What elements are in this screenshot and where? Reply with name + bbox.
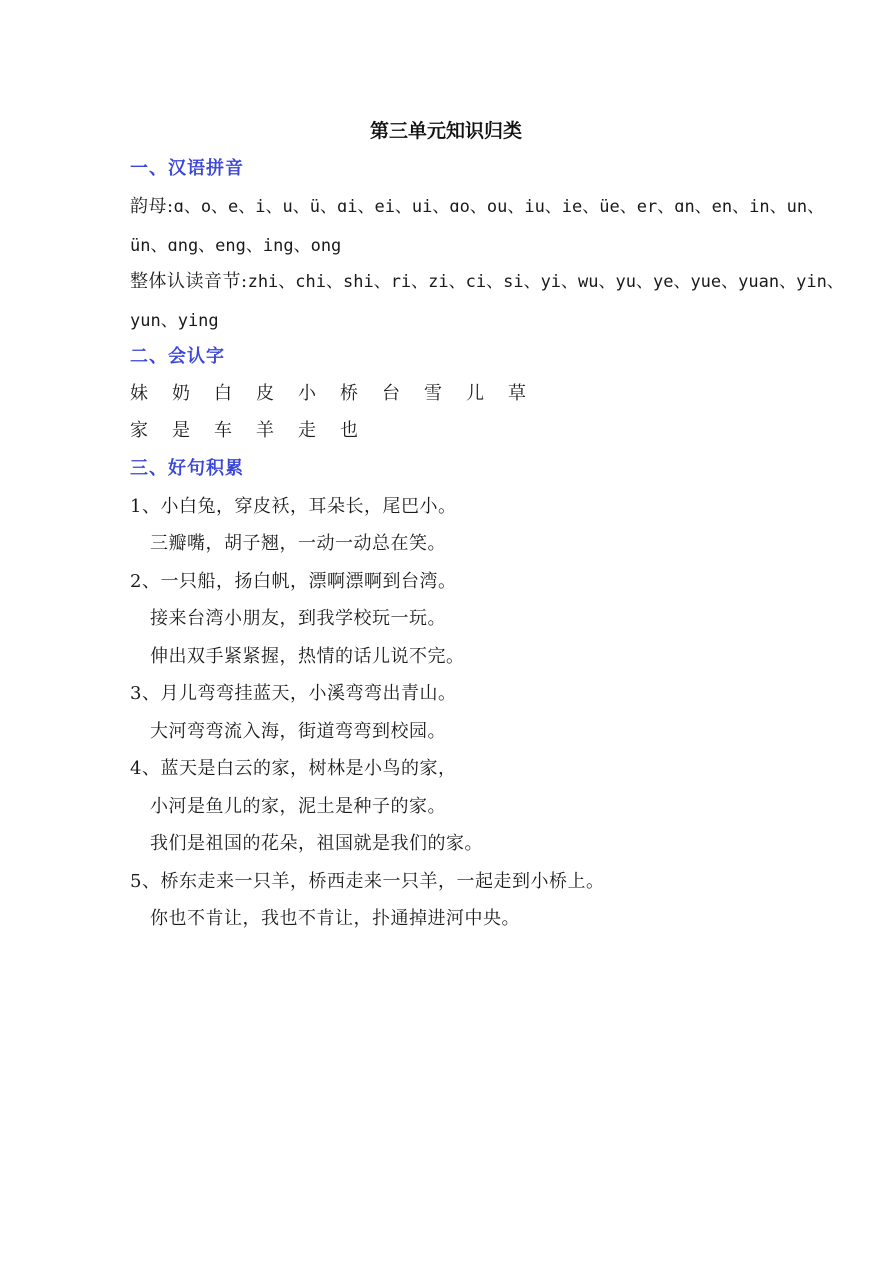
character: 家 xyxy=(130,420,148,441)
whole-syllables-line-1 xyxy=(130,267,844,293)
sentence-line: 4、蓝天是白云的家，树林是小鸟的家， xyxy=(130,758,457,779)
sentence-line: 大河弯弯流入海，街道弯弯到校园。 xyxy=(150,721,446,742)
page-title: 第三单元知识归类 xyxy=(369,120,522,142)
sentence-line: 5、桥东走来一只羊，桥西走来一只羊，一起走到小桥上。 xyxy=(130,871,605,892)
sentence-line: 3、月儿弯弯挂蓝天，小溪弯弯出青山。 xyxy=(130,683,457,704)
section-heading-pinyin: 一、汉语拼音 xyxy=(130,158,244,179)
character: 也 xyxy=(340,420,358,441)
sentence-line: 你也不肯让，我也不肯让，扑通掉进河中央。 xyxy=(150,908,520,929)
character: 雪 xyxy=(424,383,442,404)
sentence-line: 伸出双手紧紧握，热情的话儿说不完。 xyxy=(150,646,465,667)
character: 走 xyxy=(298,420,316,441)
whole-syllables-label: 整体认读音节: xyxy=(130,271,248,292)
character: 草 xyxy=(508,383,526,404)
finals-list-2: ün、ɑng、eng、ing、ong xyxy=(130,236,342,256)
character: 皮 xyxy=(256,383,274,404)
character: 桥 xyxy=(340,383,358,404)
character: 小 xyxy=(298,383,316,404)
section-heading-characters: 二、会认字 xyxy=(130,346,225,367)
character: 白 xyxy=(214,383,232,404)
section-heading-sentences: 三、好句积累 xyxy=(130,458,244,479)
sentence-line: 2、一只船，扬白帆，漂啊漂啊到台湾。 xyxy=(130,571,457,592)
sentence-line: 1、小白兔，穿皮袄，耳朵长，尾巴小。 xyxy=(130,496,457,517)
sentence-line: 小河是鱼儿的家，泥土是种子的家。 xyxy=(150,796,446,817)
whole-syllables-line-2 xyxy=(130,306,219,331)
character: 车 xyxy=(214,420,232,441)
sentence-line: 我们是祖国的花朵，祖国就是我们的家。 xyxy=(150,833,483,854)
character: 是 xyxy=(172,420,190,441)
finals-list-1: ɑ、o、e、i、u、ü、ɑi、ei、ui、ɑo、ou、iu、ie、üe、er、ɑn、en、in、un、 xyxy=(173,197,825,217)
finals-label: 韵母: xyxy=(130,196,174,217)
whole-syllables-list-1: zhi、chi、shi、ri、zi、ci、si、yi、wu、yu、ye、yue、yuan、yin、 xyxy=(247,272,844,292)
sentence-line: 三瓣嘴，胡子翘，一动一动总在笑。 xyxy=(150,533,446,554)
finals-line-2 xyxy=(130,231,341,256)
character: 妹 xyxy=(130,383,148,404)
character-row-1 xyxy=(130,379,550,405)
character: 羊 xyxy=(256,420,274,441)
character: 奶 xyxy=(172,383,190,404)
character-row-2 xyxy=(130,416,382,442)
character: 儿 xyxy=(466,383,484,404)
whole-syllables-list-2: yun、ying xyxy=(130,311,219,331)
sentence-line: 接来台湾小朋友，到我学校玩一玩。 xyxy=(150,608,446,629)
finals-line-1 xyxy=(130,192,824,218)
character: 台 xyxy=(382,383,400,404)
